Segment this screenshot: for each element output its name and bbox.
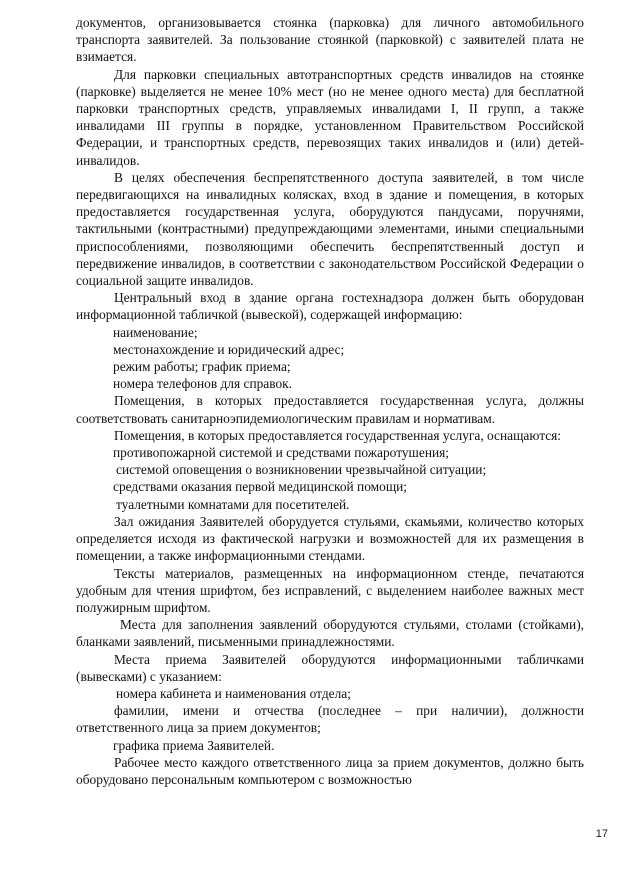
- paragraph-form-filling-places: Места для заполнения заявлений оборудуются стульями, столами (стойками), бланками заявлений, письменными принадлежностями.: [76, 617, 584, 650]
- paragraph-premises-equipment: Помещения, в которых предоставляется государственная услуга, оснащаются:: [114, 427, 562, 443]
- list-item: номера кабинета и наименования отдела;: [116, 685, 351, 701]
- list-item: противопожарной системой и средствами пожаротушения;: [113, 445, 450, 461]
- list-item: средствами оказания первой медицинской помощи;: [113, 479, 408, 495]
- list-item: номера телефонов для справок.: [113, 376, 293, 392]
- list-item: режим работы; график приема;: [113, 359, 291, 375]
- paragraph-entrance-sign: Центральный вход в здание органа гостехнадзора должен быть оборудован информационной табличкой (вывеской), содержащей информацию:: [76, 290, 584, 323]
- list-item: туалетными комнатами для посетителей.: [116, 496, 350, 512]
- list-item: системой оповещения о возникновении чрезвычайной ситуации;: [116, 462, 487, 478]
- paragraph-sanitary-rules: Помещения, в которых предоставляется государственная услуга, должны соответствовать санитарноэпидемиологическим правилам и нормативам.: [76, 393, 584, 426]
- list-item: местонахождение и юридический адрес;: [113, 341, 345, 357]
- list-item: наименование;: [113, 324, 198, 340]
- list-item: фамилии, имени и отчества (последнее – при наличии), должности ответственного лица за прием документов;: [76, 703, 584, 736]
- paragraph-parking-continued: документов, организовывается стоянка (парковка) для личного автомобильного транспорта заявителей. За пользование стоянкой (парковкой) с заявителей плата не взимается.: [76, 15, 584, 65]
- paragraph-info-stand-texts: Тексты материалов, размещенных на информационном стенде, печатаются удобным для чтения шрифтом, без исправлений, с выделением наиболее важных мест полужирным шрифтом.: [76, 565, 584, 615]
- list-item: графика приема Заявителей.: [113, 737, 275, 753]
- paragraph-accessibility: В целях обеспечения беспрепятственного доступа заявителей, в том числе передвигающихся на инвалидных колясках, вход в здание и помещения, в которых предоставляется государственная услуга, оборудуются пандусами, поручнями, тактильными (контрастными) предупреждающими элементами, иными специальными приспособлениями, позволяющими обеспечить беспрепятственный доступ и передвижение инвалидов, в соответствии с законодательством Российской Федерации о социальной защите инвалидов.: [76, 169, 584, 289]
- paragraph-waiting-hall: Зал ожидания Заявителей оборудуется стульями, скамьями, количество которых определяется исходя из фактической нагрузки и возможностей для их размещения в помещении, а также информационными стендами.: [76, 513, 584, 564]
- paragraph-workplace: Рабочее место каждого ответственного лица за прием документов, должно быть оборудовано персональным компьютером с возможностью: [76, 754, 584, 787]
- paragraph-disabled-parking: Для парковки специальных автотранспортных средств инвалидов на стоянке (парковке) выделяется не менее 10% мест (но не менее одного места) для бесплатной парковки транспортных средств, управляемых инвалидами I, II групп, а также инвалидами III группы в порядке, установленном Правительством Российской Федерации, и транспортных средств, перевозящих таких инвалидов и (или) детей-инвалидов.: [76, 66, 584, 168]
- page-number: 17: [595, 828, 608, 840]
- paragraph-reception-places: Места приема Заявителей оборудуются информационными табличками (вывесками) с указанием:: [76, 651, 584, 684]
- document-body: [76, 14, 584, 788]
